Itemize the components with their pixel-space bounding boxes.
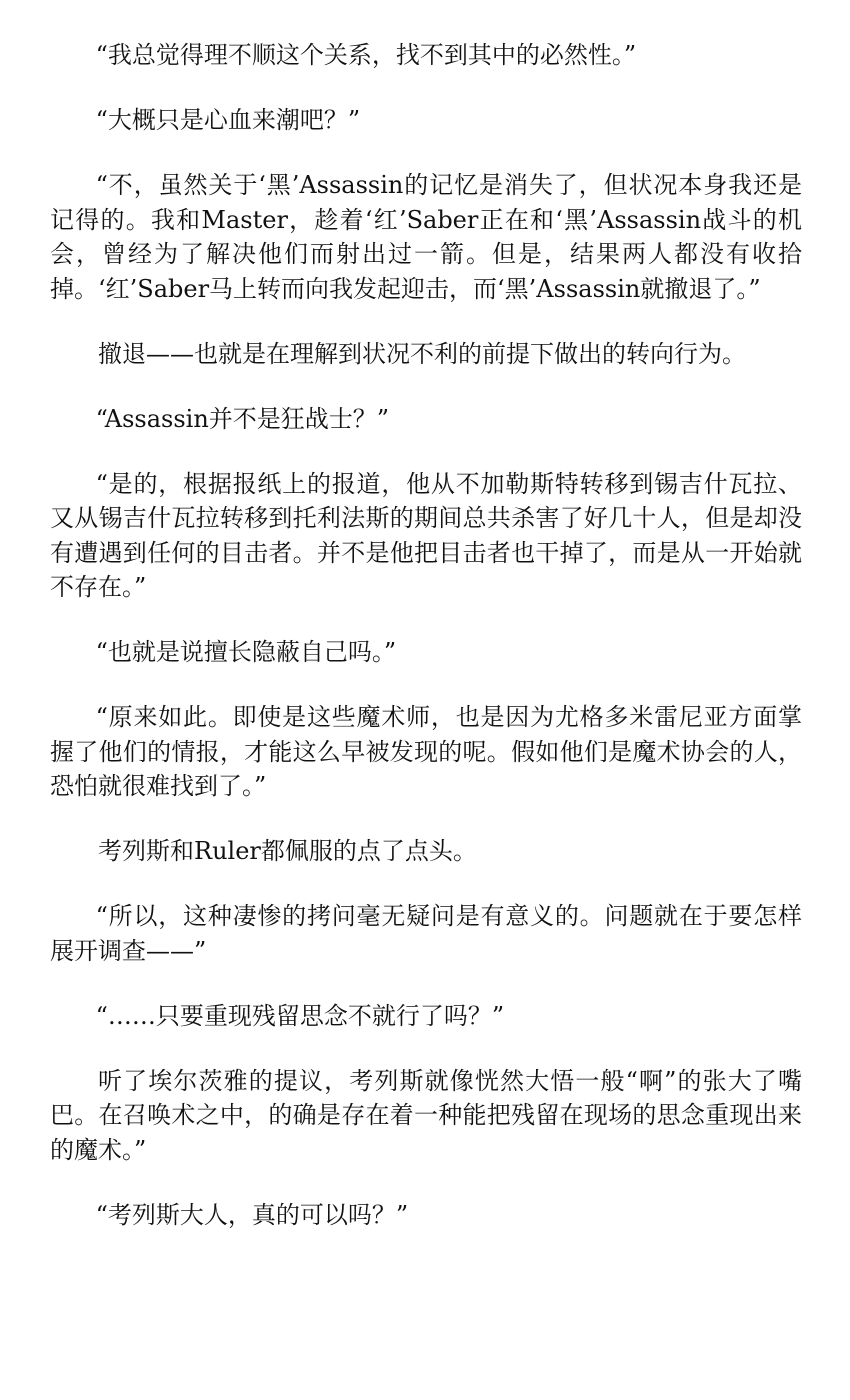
paragraph-11: “……只要重现残留思念不就行了吗？” — [95, 1001, 505, 1030]
paragraph-9: 考列斯和Ruler都佩服的点了点头。 — [98, 837, 477, 865]
paragraph-5: “Assassin并不是狂战士？” — [95, 404, 390, 433]
paragraph-2: “大概只是心血来潮吧？” — [95, 106, 361, 134]
paragraph-12: 听了埃尔茨雅的提议，考列斯就像恍然大悟一般“啊”的张大了嘴巴。在召唤术之中，的确是存在着一种能把残留在现场的思念重现出来的魔术。” — [50, 1066, 802, 1164]
paragraph-8: “原来如此。即使是这些魔术师，也是因为尤格多米雷尼亚方面掌握了他们的情报，才能这么早被发现的呢。假如他们是魔术协会的人，恐怕就很难找到了。” — [50, 703, 802, 800]
paragraph-1: “我总觉得理不顺这个关系，找不到其中的必然性。” — [95, 41, 637, 69]
document-page — [50, 38, 802, 1263]
paragraph-10: “所以，这种凄惨的拷问毫无疑问是有意义的。问题就在于要怎样展开调查——” — [50, 902, 802, 965]
paragraph-13: “考列斯大人，真的可以吗？” — [95, 1200, 409, 1229]
paragraph-6: “是的，根据报纸上的报道，他从不加勒斯特转移到锡吉什瓦拉、又从锡吉什瓦拉转移到托利法斯的期间总共杀害了好几十人，但是却没有遭遇到任何的目击者。并不是他把目击者也干掉了，而是从一开始就不存在。” — [50, 469, 802, 601]
paragraph-7: “也就是说擅长隐蔽自己吗。” — [95, 638, 397, 666]
paragraph-3: “不，虽然关于‘黑’Assassin的记忆是消失了，但状况本身我还是记得的。我和Master，趁着‘红’Saber正在和‘黑’Assassin战斗的机会，曾经为了解决他们而射出过一箭。但是，结果两人都没有收拾掉。‘红’Saber马上转而向我发起迎击，而‘黑’Assassin就撤退了。” — [50, 171, 802, 303]
paragraph-4: 撤退——也就是在理解到状况不利的前提下做出的转向行为。 — [98, 339, 746, 368]
